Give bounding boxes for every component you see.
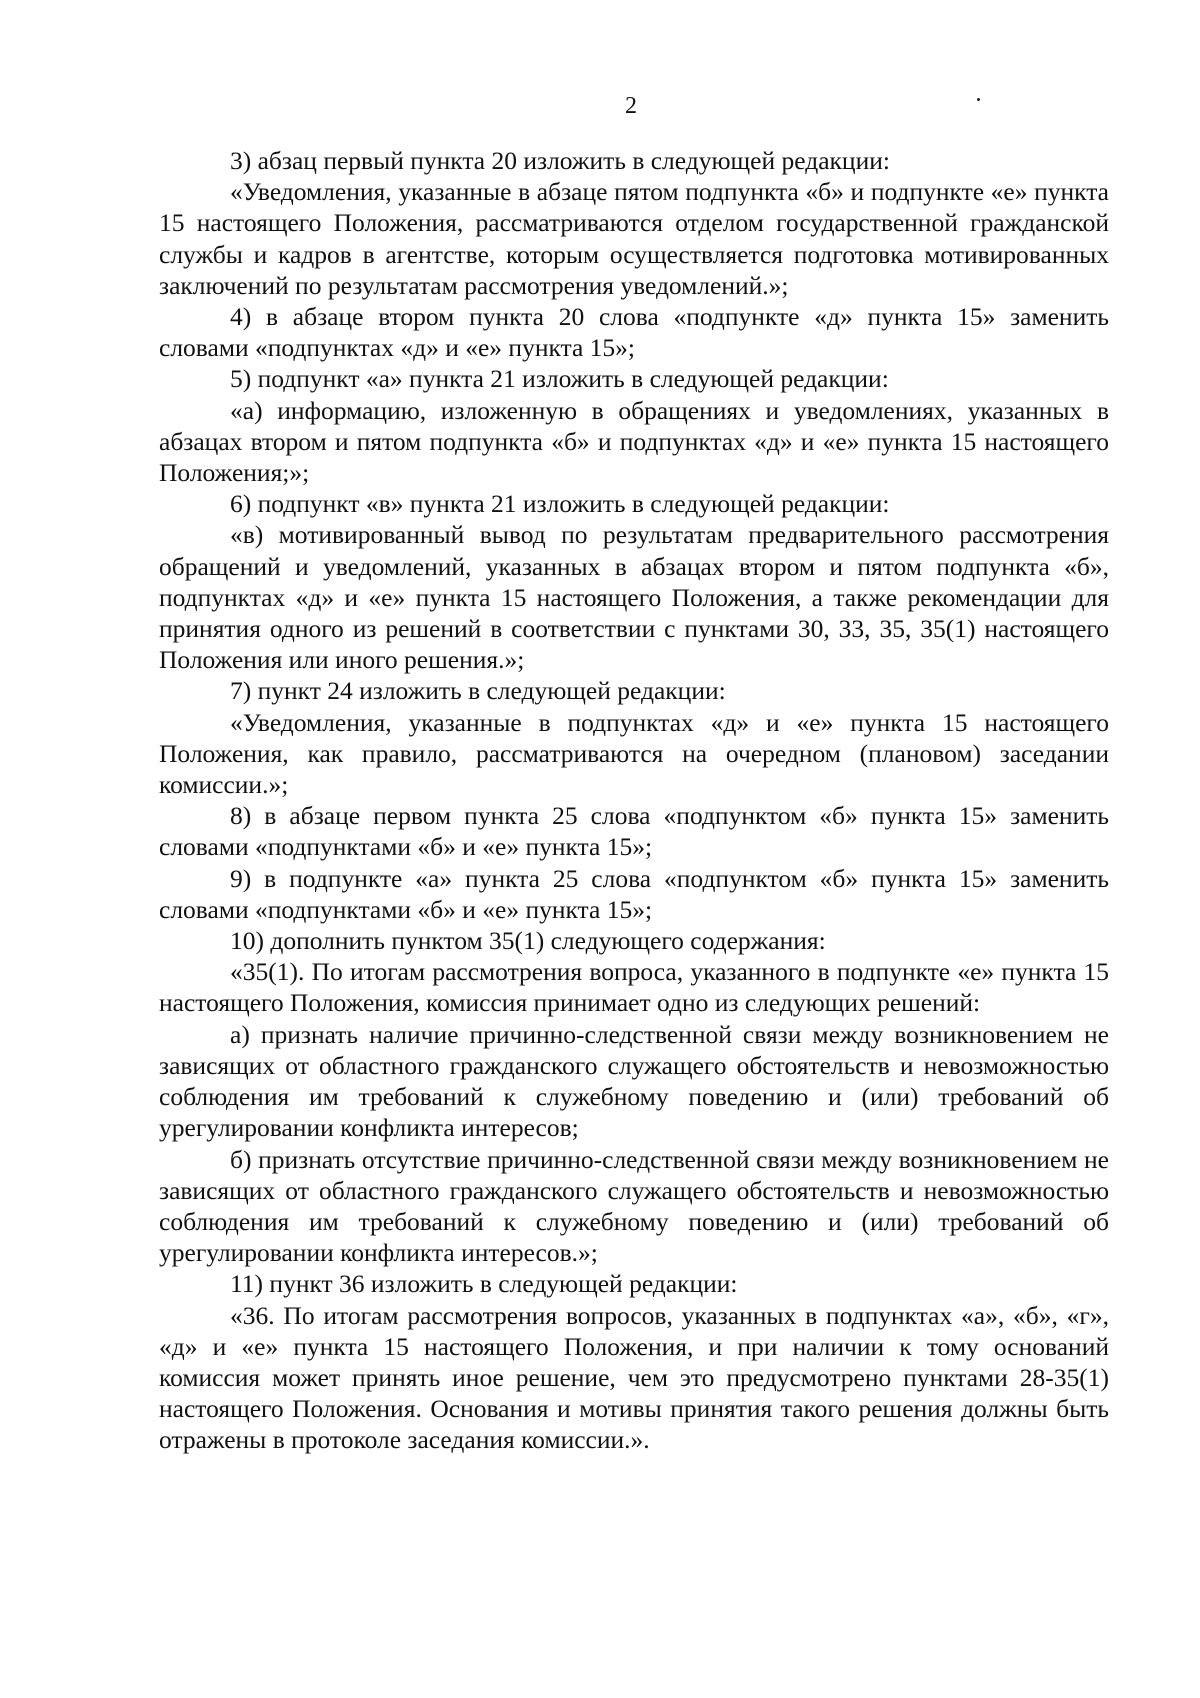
paragraph-5-quote: «а) информацию, изложенную в обращениях и уведомлениях, указанных в абзацах втором и пятом подпункта «б» и подпунктах «д» и «е» пункта 15 настоящего Положения;»;	[159, 395, 1109, 488]
paragraph-3: 3) абзац первый пункта 20 изложить в следующей редакции:	[230, 146, 890, 175]
paragraph-6: 6) подпункт «в» пункта 21 изложить в следующей редакции:	[230, 489, 890, 519]
paragraph-6-quote: «в) мотивированный вывод по результатам предварительного рассмотрения обращений и уведомлений, указанных в абзацах втором и пятом подпункта «б», подпунктах «д» и «е» пункта 15 настоящего Положения, а также рекомендации для принятия одного из решений в соответствии с пунктами 30, 33, 35, 35(1) настоящего Положения или иного решения.»;	[159, 520, 1109, 675]
paragraph-8: 8) в абзаце первом пункта 25 слова «подпунктом «б» пункта 15» заменить словами «подпунктами «б» и «е» пункта 15»;	[159, 801, 1109, 862]
scan-speck	[977, 98, 980, 101]
paragraph-4: 4) в абзаце втором пункта 20 слова «подпункте «д» пункта 15» заменить словами «подпунктах «д» и «е» пункта 15»;	[159, 302, 1109, 363]
paragraph-7: 7) пункт 24 изложить в следующей редакции:	[230, 676, 726, 706]
page-number: 2	[625, 93, 637, 119]
paragraph-3-quote: «Уведомления, указанные в абзаце пятом подпункта «б» и подпункте «е» пункта 15 настоящего Положения, рассматриваются отделом государственной гражданской службы и кадров в агентстве, которым осуществляется подготовка мотивированных заключений по результатам рассмотрения уведомлений.»;	[159, 177, 1109, 300]
paragraph-10-item-b: б) признать отсутствие причинно-следственной связи между возникновением не зависящих от областного гражданского служащего обстоятельств и невозможностью соблюдения им требований к служебному поведению и (или) требований об урегулировании конфликта интересов.»;	[159, 1144, 1109, 1268]
document-body	[159, 145, 1109, 1456]
paragraph-10: 10) дополнить пунктом 35(1) следующего содержания:	[230, 926, 826, 956]
paragraph-9: 9) в подпункте «а» пункта 25 слова «подпунктом «б» пункта 15» заменить словами «подпунктами «б» и «е» пункта 15»;	[159, 863, 1109, 924]
paragraph-5: 5) подпункт «а» пункта 21 изложить в следующей редакции:	[230, 364, 889, 394]
paragraph-7-quote: «Уведомления, указанные в подпунктах «д» и «е» пункта 15 настоящего Положения, как правило, рассматриваются на очередном (плановом) заседании комиссии.»;	[159, 707, 1109, 800]
paragraph-11-quote: «36. По итогам рассмотрения вопросов, указанных в подпунктах «а», «б», «г», «д» и «е» пункта 15 настоящего Положения, и при наличии к тому оснований комиссия может принять иное решение, чем это предусмотрено пунктами 28-35(1) настоящего Положения. Основания и мотивы принятия такого решения должны быть отражены в протоколе заседания комиссии.».	[159, 1300, 1109, 1455]
paragraph-11: 11) пункт 36 изложить в следующей редакции:	[230, 1269, 738, 1299]
paragraph-10-item-a: а) признать наличие причинно-следственной связи между возникновением не зависящих от областного гражданского служащего обстоятельств и невозможностью соблюдения им требований к служебному поведению и (или) требований об урегулировании конфликта интересов;	[159, 1019, 1109, 1143]
paragraph-10-quote: «35(1). По итогам рассмотрения вопроса, указанного в подпункте «е» пункта 15 настоящего Положения, комиссия принимает одно из следующих решений:	[159, 957, 1109, 1018]
